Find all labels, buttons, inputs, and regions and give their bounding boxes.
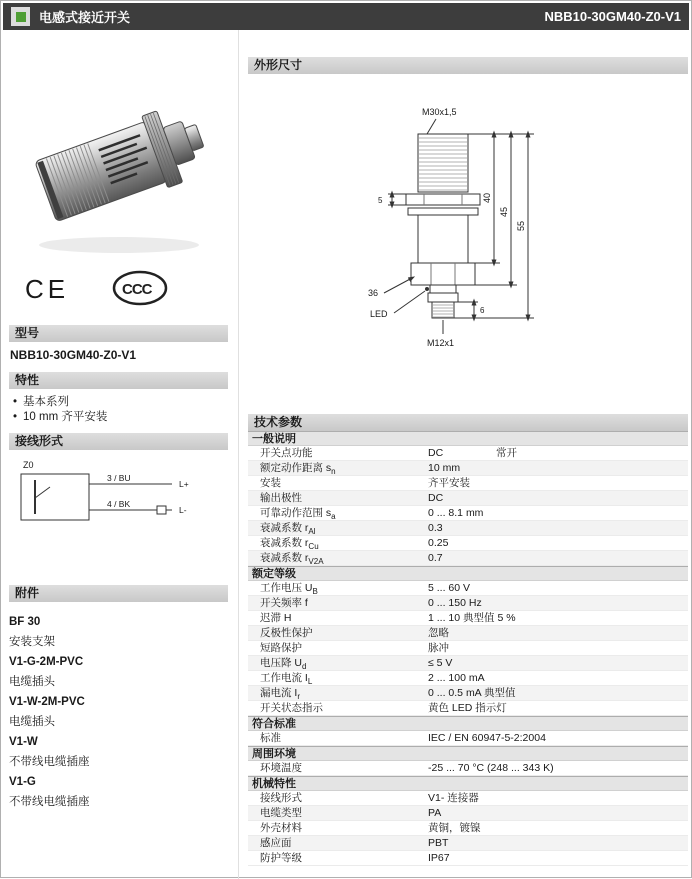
accessory-name: V1-G <box>9 776 36 788</box>
param-value: 0.7 <box>428 552 443 564</box>
ce-mark-icon <box>23 272 77 304</box>
param-label: 额定动作距离 $s_n$ <box>260 462 336 477</box>
table-row <box>248 686 688 701</box>
table-row <box>248 761 688 776</box>
table-row <box>248 656 688 671</box>
table-row <box>248 671 688 686</box>
thread-size-label: M30x1,5 <box>422 107 457 117</box>
param-label: 防护等级 <box>260 852 302 864</box>
param-label: 外壳材料 <box>260 822 302 834</box>
dim-label-5: 5 <box>378 196 383 205</box>
table-section-header: 机械特性 <box>248 776 688 791</box>
section-header-features: 特性 <box>9 372 228 389</box>
ccc-mark-label: CCC <box>122 281 152 298</box>
table-row <box>248 521 688 536</box>
accessory-desc: 安装支架 <box>9 636 55 648</box>
table-row <box>248 851 688 866</box>
accessory-item <box>9 612 228 652</box>
ccc-mark-icon <box>111 269 169 307</box>
feature-item: • 基本系列 <box>11 395 228 410</box>
param-label: 开关点功能 <box>260 447 313 459</box>
param-value: 0 ... 8.1 mm <box>428 507 484 519</box>
accessory-desc: 电缆插头 <box>9 676 55 688</box>
right-column <box>238 30 691 879</box>
product-photo-svg <box>19 63 219 261</box>
table-row <box>248 551 688 566</box>
param-value: PA <box>428 807 442 819</box>
wiring-variant-label: Z0 <box>23 460 34 470</box>
accessory-desc: 不带线电缆插座 <box>9 796 90 808</box>
param-value: 0.25 <box>428 537 449 549</box>
param-value: 1 ... 10 典型值 5 % <box>428 612 516 624</box>
wire1-label: 3 / BU <box>107 473 131 483</box>
wire2-terminal: L- <box>179 505 187 515</box>
param-value: PBT <box>428 837 449 849</box>
table-section-header: 额定等级 <box>248 566 688 581</box>
param-value: IP67 <box>428 852 450 864</box>
certification-row <box>9 267 228 309</box>
content-area <box>1 30 691 879</box>
table-row <box>248 836 688 851</box>
section-header-dimensions: 外形尺寸 <box>248 57 688 74</box>
accessory-desc: 电缆插头 <box>9 716 55 728</box>
wrench-size-label: 36 <box>368 288 379 298</box>
connector-size-label: M12x1 <box>427 338 455 348</box>
param-label: 衰减系数 $r_{Cu}$ <box>260 537 319 552</box>
model-number: NBB10-30GM40-Z0-V1 <box>10 348 137 362</box>
table-section-header: 一般说明 <box>248 431 688 446</box>
table-row <box>248 461 688 476</box>
table-row <box>248 701 688 716</box>
table-row <box>248 536 688 551</box>
param-value: DC <box>428 447 444 459</box>
accessory-item <box>9 692 228 732</box>
param-label: 迟滞 H <box>260 612 292 624</box>
accessory-name: V1-W-2M-PVC <box>9 696 85 708</box>
param-label: 接线形式 <box>260 792 302 804</box>
inductive-sensor-icon <box>16 12 26 22</box>
dimension-drawing <box>248 74 688 414</box>
param-label: 标准 <box>260 732 281 744</box>
param-value: 黄铜，镀镍 <box>428 822 481 834</box>
wiring-diagram <box>11 458 228 541</box>
accessory-name: V1-W <box>9 736 38 748</box>
param-value: 0 ... 0.5 mA 典型值 <box>428 687 516 699</box>
param-label: 反极性保护 <box>260 627 313 639</box>
wiring-diagram-svg <box>11 458 216 536</box>
param-value: 0.3 <box>428 522 443 534</box>
param-value: 0 ... 150 Hz <box>428 597 482 609</box>
ce-mark-label: CE <box>25 274 70 304</box>
param-value: 5 ... 60 V <box>428 582 471 594</box>
product-code: NBB10-30GM40-Z0-V1 <box>544 9 681 24</box>
param-value-2: 常开 <box>496 447 517 459</box>
table-row <box>248 821 688 836</box>
param-value: ≤ 5 V <box>428 657 453 669</box>
accessory-name: BF 30 <box>9 616 41 628</box>
param-label: 衰减系数 $r_{V2A}$ <box>260 552 324 567</box>
param-value: 忽略 <box>428 627 449 639</box>
table-row <box>248 581 688 596</box>
wire2-label: 4 / BK <box>107 499 131 509</box>
section-header-tech-data: 技术参数 <box>248 414 688 431</box>
wire1-terminal: L+ <box>179 479 189 489</box>
param-label: 开关频率 f <box>260 597 308 609</box>
table-row <box>248 446 688 461</box>
tech-table <box>248 431 688 866</box>
led-label: LED <box>370 309 388 319</box>
table-row <box>248 611 688 626</box>
param-value: 脉冲 <box>428 642 449 654</box>
param-value: 黄色 LED 指示灯 <box>428 702 507 714</box>
feature-item: • 10 mm 齐平安装 <box>11 410 228 425</box>
accessory-desc: 不带线电缆插座 <box>9 756 90 768</box>
param-value: 2 ... 100 mA <box>428 672 485 684</box>
table-section-header: 周围环境 <box>248 746 688 761</box>
page-title: 电感式接近开关 <box>39 10 131 25</box>
table-row <box>248 731 688 746</box>
param-label: 工作电流 $I_L$ <box>260 672 313 687</box>
table-row <box>248 791 688 806</box>
dim-label-6: 6 <box>480 306 485 315</box>
param-value: V1- 连接器 <box>428 792 479 804</box>
table-row <box>248 626 688 641</box>
dimension-drawing-svg <box>338 94 598 394</box>
section-header-connection: 接线形式 <box>9 433 228 450</box>
param-label: 可靠动作范围 $s_a$ <box>260 507 336 522</box>
table-row <box>248 476 688 491</box>
param-value: IEC / EN 60947-5-2:2004 <box>428 732 546 744</box>
accessory-name: V1-G-2M-PVC <box>9 656 84 668</box>
param-label: 开关状态指示 <box>260 702 323 714</box>
param-label: 感应面 <box>260 837 292 849</box>
param-label: 电缆类型 <box>260 807 302 819</box>
param-label: 电压降 $U_d$ <box>260 657 307 672</box>
param-label: 漏电流 $I_r$ <box>260 687 301 702</box>
accessory-item <box>9 732 228 772</box>
table-row <box>248 596 688 611</box>
dim-label-40: 40 <box>482 192 492 204</box>
accessory-item <box>9 652 228 692</box>
dim-label-45: 45 <box>499 206 509 218</box>
param-value: 齐平安装 <box>428 477 470 489</box>
dim-label-55: 55 <box>516 220 526 232</box>
product-family-icon <box>11 7 30 26</box>
table-section-header: 符合标准 <box>248 716 688 731</box>
param-label: 输出极性 <box>260 492 302 504</box>
header-bar <box>3 3 689 30</box>
product-photo <box>9 63 228 263</box>
section-header-model: 型号 <box>9 325 228 342</box>
param-label: 短路保护 <box>260 642 302 654</box>
table-row <box>248 491 688 506</box>
left-column <box>1 30 238 879</box>
param-label: 工作电压 $U_B$ <box>260 582 318 597</box>
table-row <box>248 506 688 521</box>
param-label: 安装 <box>260 477 281 489</box>
param-label: 环境温度 <box>260 762 302 774</box>
section-header-accessories: 附件 <box>9 585 228 602</box>
table-row <box>248 641 688 656</box>
accessory-item <box>9 772 228 812</box>
param-value: 10 mm <box>428 462 461 474</box>
table-row <box>248 806 688 821</box>
param-label: 衰减系数 $r_{Al}$ <box>260 522 316 537</box>
accessory-list <box>9 612 228 812</box>
param-value: DC <box>428 492 444 504</box>
param-value: -25 ... 70 °C (248 ... 343 K) <box>428 762 554 774</box>
feature-list <box>11 395 228 425</box>
